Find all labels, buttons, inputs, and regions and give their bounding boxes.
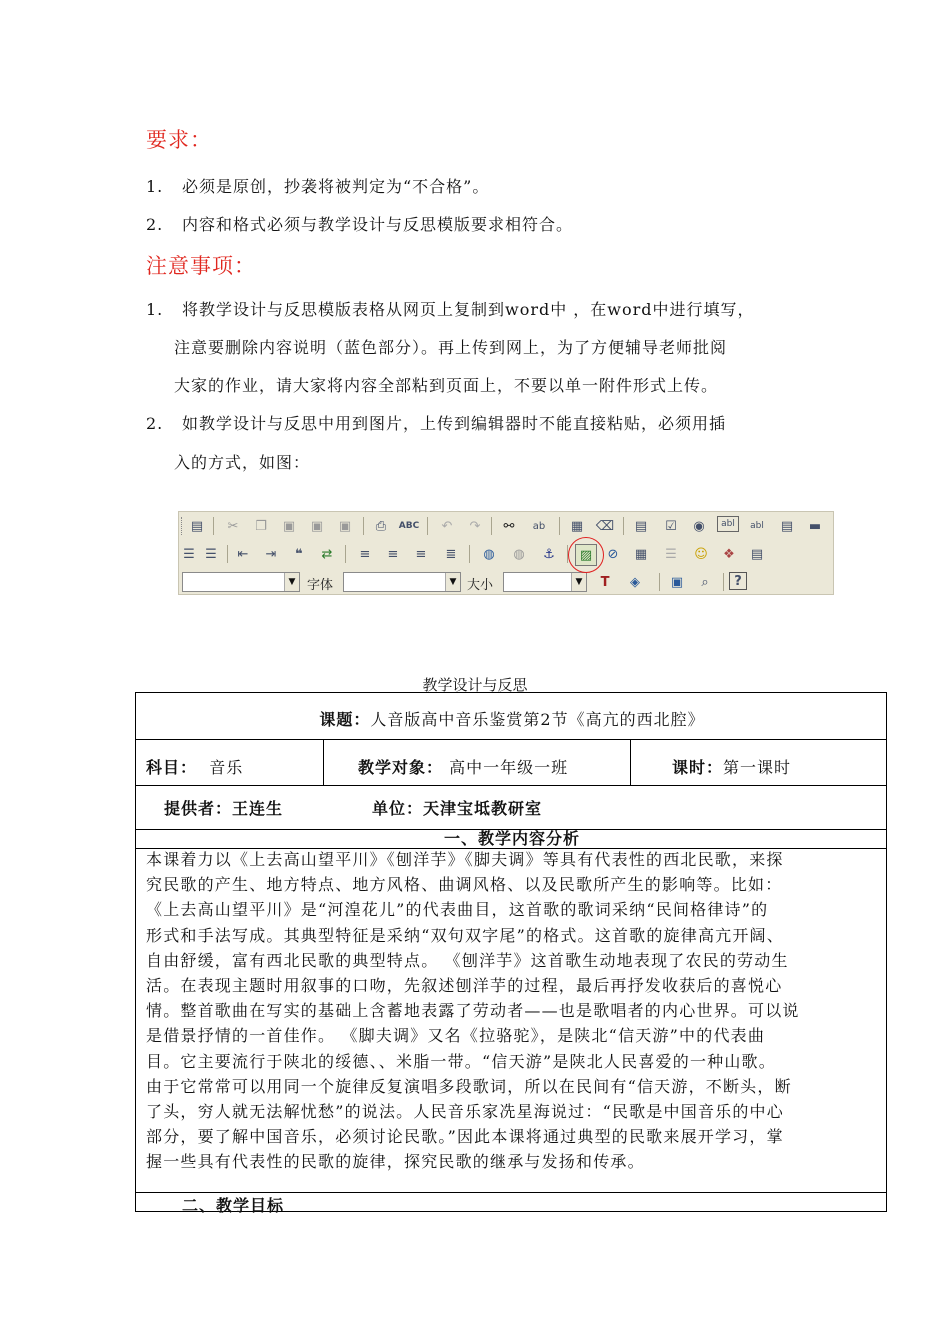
analysis-line: 本课着力以《上去高山望平川》《刨洋芋》《脚夫调》等具有代表性的西北民歌，来探 xyxy=(146,850,784,869)
toolbar-separator xyxy=(491,517,492,535)
content-analysis xyxy=(146,847,884,1175)
div-icon[interactable]: ⇄ xyxy=(321,546,333,562)
analysis-line: 自由舒缓，富有西北民歌的典型特点。 《刨洋芋》这首歌生动地表现了农民的劳动生 xyxy=(146,950,789,970)
note-number: 2. xyxy=(146,414,164,433)
remove-format-icon[interactable]: ⌫ xyxy=(595,518,615,534)
topic-cell xyxy=(136,707,888,730)
select-all-icon[interactable]: ▦ xyxy=(570,518,584,534)
chevron-down-icon: ▼ xyxy=(284,573,299,591)
analysis-line: 活。在表现主题时用叙事的口吻，先叙述刨洋芋的过程，最后再抒发收获后的喜悦心 xyxy=(146,976,783,996)
smiley-icon[interactable]: ☺ xyxy=(694,546,708,562)
analysis-line: 目。它主要流行于陕北的绥德、、米脂一带。“信天游”是陕北人民喜爱的一种山歌。 xyxy=(146,1051,776,1071)
copy-icon[interactable]: ❐ xyxy=(255,518,267,534)
toolbar-separator xyxy=(469,545,470,563)
requirement-number: 1. xyxy=(146,177,164,196)
requirement-number: 2. xyxy=(146,215,164,234)
analysis-line: 由于它常常可以用同一个旋律反复演唱多段歌词，所以在民间有“信天游，不断头，断 xyxy=(146,1076,792,1096)
special-char-icon[interactable]: ❖ xyxy=(723,546,735,562)
page-break-icon[interactable]: ▤ xyxy=(750,546,764,562)
table-divider xyxy=(630,739,631,785)
toolbar-separator xyxy=(345,545,346,563)
audience-value: 高中一年级一班 xyxy=(449,758,569,777)
table-rule xyxy=(136,739,886,740)
provider-label: 提供者： xyxy=(164,799,233,818)
note-item-2-line-1 xyxy=(146,411,726,434)
highlight-circle xyxy=(568,537,604,573)
button-field-icon[interactable]: ▬ xyxy=(808,518,822,534)
paste-word-icon[interactable]: ▣ xyxy=(338,518,352,534)
numbered-list-icon[interactable]: ☰ xyxy=(183,546,195,562)
align-center-icon[interactable]: ≡ xyxy=(387,546,399,562)
teaching-design-table xyxy=(135,692,887,1215)
redo-icon[interactable]: ↷ xyxy=(469,518,481,534)
show-blocks-icon[interactable]: ⌕ xyxy=(701,574,709,590)
table-caption: 教学设计与反思 xyxy=(422,676,528,694)
provider-value: 王连生 xyxy=(232,799,284,818)
requirement-text: 必须是原创，抄袭将被判定为“不合格”。 xyxy=(182,177,490,196)
spellcheck-icon[interactable]: ABC xyxy=(398,521,420,531)
table-rule xyxy=(136,785,886,786)
subject-cell xyxy=(146,755,243,778)
insert-image-icon[interactable]: ▨ xyxy=(575,544,597,566)
section2-title-text: 二、教学目标 xyxy=(182,1196,285,1215)
section1-title xyxy=(136,829,888,848)
analysis-line: 部分，要了解中国音乐，必须讨论民歌。”因此本课将通过典型的民歌来展开学习，掌 xyxy=(146,1127,784,1147)
style-select[interactable] xyxy=(182,572,300,592)
analysis-line: 了头，穷人就无法解忧愁”的说法。人民音乐家冼星海说过：“民歌是中国音乐的中心 xyxy=(146,1102,784,1122)
analysis-line: 情。整首歌曲在写实的基础上含蓄地表露了劳动者——也是歌唱者的内心世界。可以说 xyxy=(146,1001,800,1021)
period-value: 第一课时 xyxy=(723,758,792,777)
justify-icon[interactable]: ≣ xyxy=(445,546,457,562)
font-select[interactable] xyxy=(343,572,461,592)
paste-text-icon[interactable]: ▣ xyxy=(310,518,324,534)
outdent-icon[interactable]: ⇤ xyxy=(237,546,249,562)
requirement-item-2 xyxy=(146,212,573,235)
size-label: 大小 xyxy=(467,578,494,593)
note-number: 1. xyxy=(146,300,164,319)
anchor-icon[interactable]: ⚓ xyxy=(543,546,555,562)
checkbox-icon[interactable]: ☑ xyxy=(665,518,677,534)
toolbar-separator xyxy=(623,517,624,535)
chevron-down-icon: ▼ xyxy=(445,573,460,591)
notes-title: 注意事项： xyxy=(146,254,256,278)
requirement-text: 内容和格式必须与教学设计与反思模版要求相符合。 xyxy=(182,215,574,234)
toolbar-separator xyxy=(659,573,660,591)
topic-label: 课题： xyxy=(319,710,371,729)
help-icon[interactable]: ? xyxy=(729,572,747,590)
table-divider xyxy=(323,739,324,785)
toolbar-row-1 xyxy=(179,513,833,539)
topic-value: 人音版高中音乐鉴赏第2节《高亢的西北腔》 xyxy=(370,710,705,729)
toolbar-separator xyxy=(723,573,724,591)
note-item-1-line-2: 注意要删除内容说明（蓝色部分）。再上传到网上，为了方便辅导老师批阅 xyxy=(174,338,728,357)
unlink-icon[interactable]: ◍ xyxy=(513,546,525,562)
period-cell xyxy=(672,755,791,778)
undo-icon[interactable]: ↶ xyxy=(441,518,453,534)
source-icon[interactable]: ▤ xyxy=(190,518,204,534)
requirement-item-1 xyxy=(146,174,489,197)
toolbar-grip xyxy=(181,517,184,535)
note-item-1-line-1 xyxy=(146,297,755,320)
flash-icon[interactable]: ⊘ xyxy=(607,546,619,562)
note-item-1-line-3: 大家的作业，请大家将内容全部粘到页面上，不要以单一附件形式上传。 xyxy=(174,376,719,395)
chevron-down-icon: ▼ xyxy=(571,573,586,591)
section1-title-text: 一、教学内容分析 xyxy=(443,829,580,848)
provider-cell xyxy=(164,796,283,819)
subject-label: 科目： xyxy=(146,758,198,777)
requirements-title: 要求： xyxy=(146,128,212,152)
horizontal-rule-icon[interactable]: ☰ xyxy=(665,546,677,562)
form-icon[interactable]: ▤ xyxy=(634,518,648,534)
bg-color-icon[interactable]: ◈ xyxy=(630,574,640,590)
audience-cell xyxy=(358,755,568,778)
toolbar-row-3 xyxy=(179,569,833,595)
unit-value: 天津宝坻教研室 xyxy=(423,799,543,818)
align-left-icon[interactable]: ≡ xyxy=(359,546,371,562)
unit-label: 单位： xyxy=(372,799,424,818)
size-select[interactable] xyxy=(503,572,587,592)
toolbar-separator xyxy=(427,517,428,535)
print-icon[interactable]: ⎙ xyxy=(375,518,387,534)
period-label: 课时： xyxy=(672,758,724,777)
section2-title xyxy=(182,1193,284,1216)
text-color-icon[interactable]: T xyxy=(600,574,610,590)
align-right-icon[interactable]: ≡ xyxy=(415,546,427,562)
textfield-icon[interactable]: abl xyxy=(717,516,739,532)
unit-cell xyxy=(372,796,542,819)
replace-icon[interactable]: ab xyxy=(532,520,546,532)
radio-icon[interactable]: ◉ xyxy=(693,518,705,534)
toolbar-row-2 xyxy=(179,541,833,567)
toolbar-separator xyxy=(363,517,364,535)
toolbar-separator xyxy=(559,517,560,535)
select-field-icon[interactable]: ▤ xyxy=(780,518,794,534)
analysis-line: 握一些具有代表性的民歌的旋律，探究民歌的继承与发扬和传承。 xyxy=(146,1152,645,1172)
font-label: 字体 xyxy=(307,578,334,593)
analysis-line: 《上去高山望平川》是“河湟花儿”的代表曲目，这首歌的歌词采纳“民间格律诗”的 xyxy=(146,900,769,920)
analysis-line: 形式和手法写成。其典型特征是采纳“双句双字尾”的格式。这首歌的旋律高亢开阔、 xyxy=(146,925,784,945)
analysis-line: 究民歌的产生、地方特点、地方风格、曲调风格、以及民歌所产生的影响等。比如： xyxy=(146,875,783,895)
maximize-icon[interactable]: ▣ xyxy=(670,574,684,590)
toolbar-separator xyxy=(213,517,214,535)
cut-icon[interactable]: ✂ xyxy=(227,518,239,534)
paste-icon[interactable]: ▣ xyxy=(282,518,296,534)
editor-toolbar xyxy=(178,511,834,595)
find-icon[interactable]: ⚯ xyxy=(503,518,515,534)
note-item-2-line-2: 入的方式，如图： xyxy=(174,453,311,472)
blockquote-icon[interactable]: ❝ xyxy=(295,546,303,562)
textarea-icon[interactable]: abl xyxy=(750,521,764,531)
toolbar-separator xyxy=(227,545,228,563)
bulleted-list-icon[interactable]: ☰ xyxy=(205,546,217,562)
analysis-line: 是借景抒情的一首佳作。 《脚夫调》又名《拉骆驼》，是陕北“信天游”中的代表曲 xyxy=(146,1026,766,1046)
subject-value: 音乐 xyxy=(209,758,244,777)
link-icon[interactable]: ◍ xyxy=(483,546,495,562)
table-icon[interactable]: ▦ xyxy=(634,546,648,562)
indent-icon[interactable]: ⇥ xyxy=(265,546,277,562)
note-text: 如教学设计与反思中用到图片，上传到编辑器时不能直接粘贴，必须用插 xyxy=(182,414,727,433)
audience-label: 教学对象： xyxy=(358,758,444,777)
note-text: 将教学设计与反思模版表格从网页上复制到word中 ，在word中进行填写， xyxy=(182,300,755,319)
